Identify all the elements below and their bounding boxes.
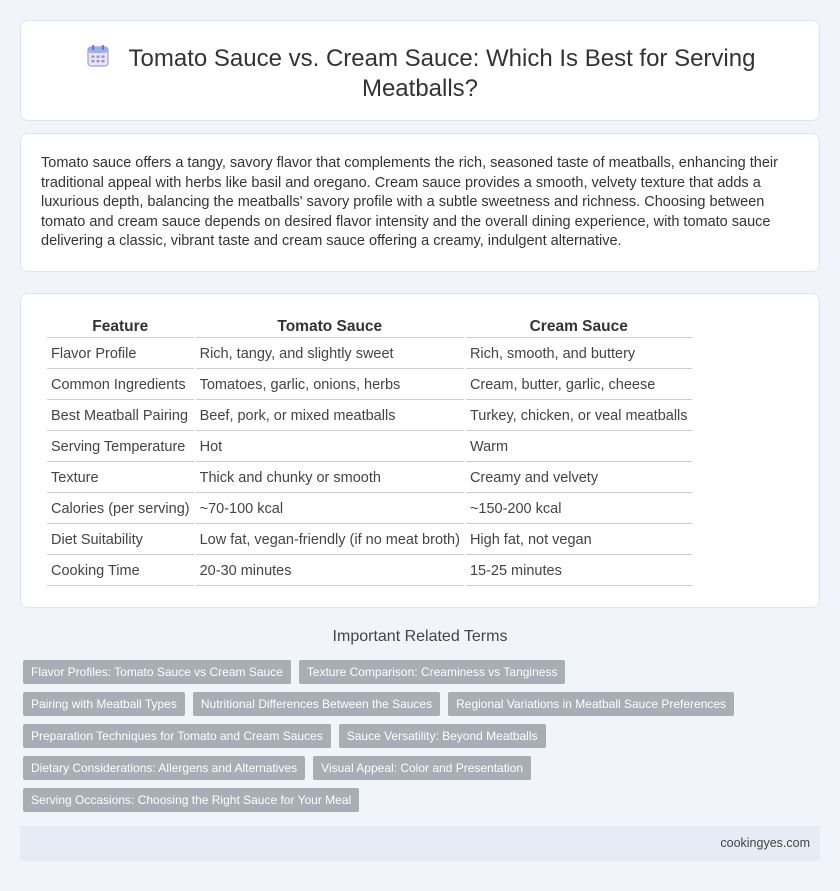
related-term-tag[interactable]: Serving Occasions: Choosing the Right Sauce for Your Meal xyxy=(23,788,359,812)
table-row xyxy=(47,402,692,431)
related-term-tag[interactable]: Nutritional Differences Between the Sauces xyxy=(193,692,440,716)
related-term-tag[interactable]: Regional Variations in Meatball Sauce Preferences xyxy=(448,692,734,716)
table-row xyxy=(47,433,692,462)
intro-card xyxy=(20,133,820,272)
cream-cell: 15-25 minutes xyxy=(466,557,692,586)
tomato-cell: Beef, pork, or mixed meatballs xyxy=(196,402,464,431)
related-term-tag[interactable]: Dietary Considerations: Allergens and Alternatives xyxy=(23,756,305,780)
feature-cell: Flavor Profile xyxy=(47,340,194,369)
footer xyxy=(20,826,820,861)
page-title-wrap xyxy=(61,43,779,104)
related-terms-list xyxy=(23,660,743,820)
related-term-tag[interactable]: Preparation Techniques for Tomato and Cream Sauces xyxy=(23,724,331,748)
tomato-cell: Hot xyxy=(196,433,464,462)
table-row xyxy=(47,371,692,400)
footer-site-name[interactable]: cookingyes.com xyxy=(720,836,810,850)
cream-cell: Turkey, chicken, or veal meatballs xyxy=(466,402,692,431)
tomato-cell: Rich, tangy, and slightly sweet xyxy=(196,340,464,369)
intro-paragraph: Tomato sauce offers a tangy, savory flavor that complements the rich, seasoned taste of meatballs, enhancing their traditional appeal with herbs like basil and oregano. Cream sauce provides a smooth, velvety texture that adds a luxurious depth, balancing the meatballs' savory profile with a subtle sweetness and richness. Choosing between tomato and cream sauce depends on desired flavor intensity and the overall dining experience, with tomato sauce delivering a classic, vibrant taste and cream sauce offering a creamy, indulgent alternative. xyxy=(41,155,778,249)
related-term-tag[interactable]: Visual Appeal: Color and Presentation xyxy=(313,756,531,780)
comparison-table xyxy=(45,314,694,588)
feature-cell: Texture xyxy=(47,464,194,493)
table-row xyxy=(47,340,692,369)
feature-cell: Best Meatball Pairing xyxy=(47,402,194,431)
header-feature: Feature xyxy=(47,316,194,338)
related-term-tag[interactable]: Pairing with Meatball Types xyxy=(23,692,185,716)
tomato-cell: Low fat, vegan-friendly (if no meat broth) xyxy=(196,526,464,555)
cream-cell: High fat, not vegan xyxy=(466,526,692,555)
related-term-tag[interactable]: Flavor Profiles: Tomato Sauce vs Cream Sauce xyxy=(23,660,291,684)
cream-cell: Creamy and velvety xyxy=(466,464,692,493)
cream-cell: Warm xyxy=(466,433,692,462)
feature-cell: Common Ingredients xyxy=(47,371,194,400)
cream-cell: Cream, butter, garlic, cheese xyxy=(466,371,692,400)
related-term-tag[interactable]: Texture Comparison: Creaminess vs Tanginess xyxy=(299,660,566,684)
calendar-icon xyxy=(85,43,111,69)
cream-cell: Rich, smooth, and buttery xyxy=(466,340,692,369)
related-term-tag[interactable]: Sauce Versatility: Beyond Meatballs xyxy=(339,724,546,748)
title-card xyxy=(20,20,820,121)
cream-cell: ~150-200 kcal xyxy=(466,495,692,524)
feature-cell: Serving Temperature xyxy=(47,433,194,462)
comparison-table-card xyxy=(20,293,820,608)
table-row xyxy=(47,557,692,586)
table-row xyxy=(47,464,692,493)
feature-cell: Diet Suitability xyxy=(47,526,194,555)
page-title: Tomato Sauce vs. Cream Sauce: Which Is Best for Serving Meatballs? xyxy=(128,45,756,102)
related-terms-heading: Important Related Terms xyxy=(332,628,508,645)
table-row xyxy=(47,495,692,524)
table-row xyxy=(47,526,692,555)
tomato-cell: ~70-100 kcal xyxy=(196,495,464,524)
feature-cell: Cooking Time xyxy=(47,557,194,586)
feature-cell: Calories (per serving) xyxy=(47,495,194,524)
header-tomato-sauce: Tomato Sauce xyxy=(196,316,464,338)
table-header-row xyxy=(47,316,692,338)
tomato-cell: Tomatoes, garlic, onions, herbs xyxy=(196,371,464,400)
tomato-cell: Thick and chunky or smooth xyxy=(196,464,464,493)
tomato-cell: 20-30 minutes xyxy=(196,557,464,586)
header-cream-sauce: Cream Sauce xyxy=(466,316,692,338)
